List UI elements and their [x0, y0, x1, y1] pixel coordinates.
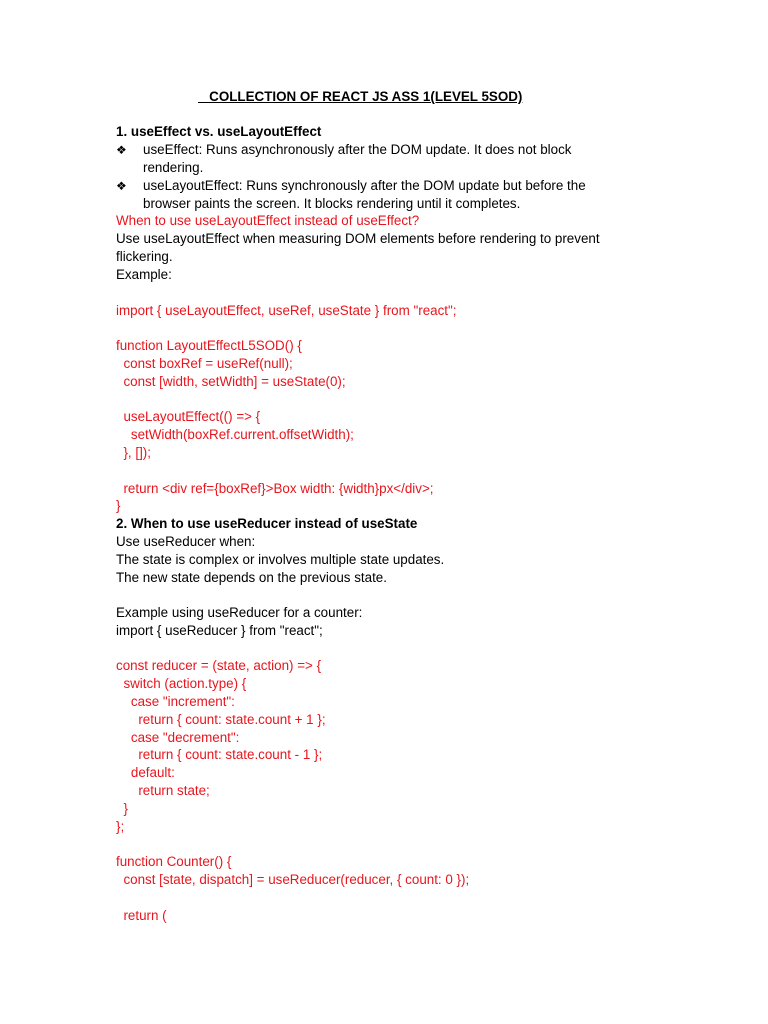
code-line: const [width, setWidth] = useState(0); — [116, 374, 346, 389]
code-line: return <div ref={boxRef}>Box width: {width}px</div>; — [116, 481, 434, 496]
code-line: } — [116, 801, 128, 816]
section-1-example-label: Example: — [116, 267, 172, 282]
code-line: return { count: state.count - 1 }; — [116, 747, 323, 762]
code-line: const [state, dispatch] = useReducer(reducer, { count: 0 }); — [116, 872, 470, 887]
bullet-2-line-2: browser paints the screen. It blocks rendering until it completes. — [143, 196, 521, 211]
code-line: const boxRef = useRef(null); — [116, 356, 293, 371]
section-2-text-line: Use useReducer when: — [116, 534, 256, 549]
code-line: switch (action.type) { — [116, 676, 247, 691]
section-2-text-line: The new state depends on the previous state. — [116, 570, 387, 585]
code-line: setWidth(boxRef.current.offsetWidth); — [116, 427, 354, 442]
code-line: function Counter() { — [116, 854, 232, 869]
section-2-import-line: import { useReducer } from "react"; — [116, 623, 323, 638]
section-1-answer-line-2: flickering. — [116, 249, 173, 264]
code-line: return state; — [116, 783, 210, 798]
bullet-1-line-1: useEffect: Runs asynchronously after the DOM update. It does not block — [143, 142, 572, 157]
diamond-bullet-icon: ❖ — [116, 143, 127, 157]
code-line: import { useLayoutEffect, useRef, useState } from "react"; — [116, 303, 457, 318]
code-line: function LayoutEffectL5SOD() { — [116, 338, 302, 353]
section-2-text-line: The state is complex or involves multiple state updates. — [116, 552, 445, 567]
code-line: return { count: state.count + 1 }; — [116, 712, 326, 727]
code-line: case "increment": — [116, 694, 235, 709]
document-title: COLLECTION OF REACT JS ASS 1(LEVEL 5SOD) — [198, 89, 523, 104]
bullet-1-line-2: rendering. — [143, 160, 204, 175]
section-1-heading: 1. useEffect vs. useLayoutEffect — [116, 124, 322, 139]
section-1-answer-line-1: Use useLayoutEffect when measuring DOM elements before rendering to prevent — [116, 231, 600, 246]
section-2-heading: 2. When to use useReducer instead of useState — [116, 516, 418, 531]
code-line: } — [116, 498, 121, 513]
diamond-bullet-icon: ❖ — [116, 179, 127, 193]
section-2-example-label: Example using useReducer for a counter: — [116, 605, 363, 620]
code-line: const reducer = (state, action) => { — [116, 658, 322, 673]
bullet-2-line-1: useLayoutEffect: Runs synchronously after the DOM update but before the — [143, 178, 586, 193]
code-line: }; — [116, 819, 125, 834]
code-line: default: — [116, 765, 175, 780]
code-line: case "decrement": — [116, 730, 240, 745]
code-line: useLayoutEffect(() => { — [116, 409, 261, 424]
code-line: return ( — [116, 908, 167, 923]
section-1-question: When to use useLayoutEffect instead of useEffect? — [116, 213, 420, 228]
code-line: }, []); — [116, 445, 151, 460]
